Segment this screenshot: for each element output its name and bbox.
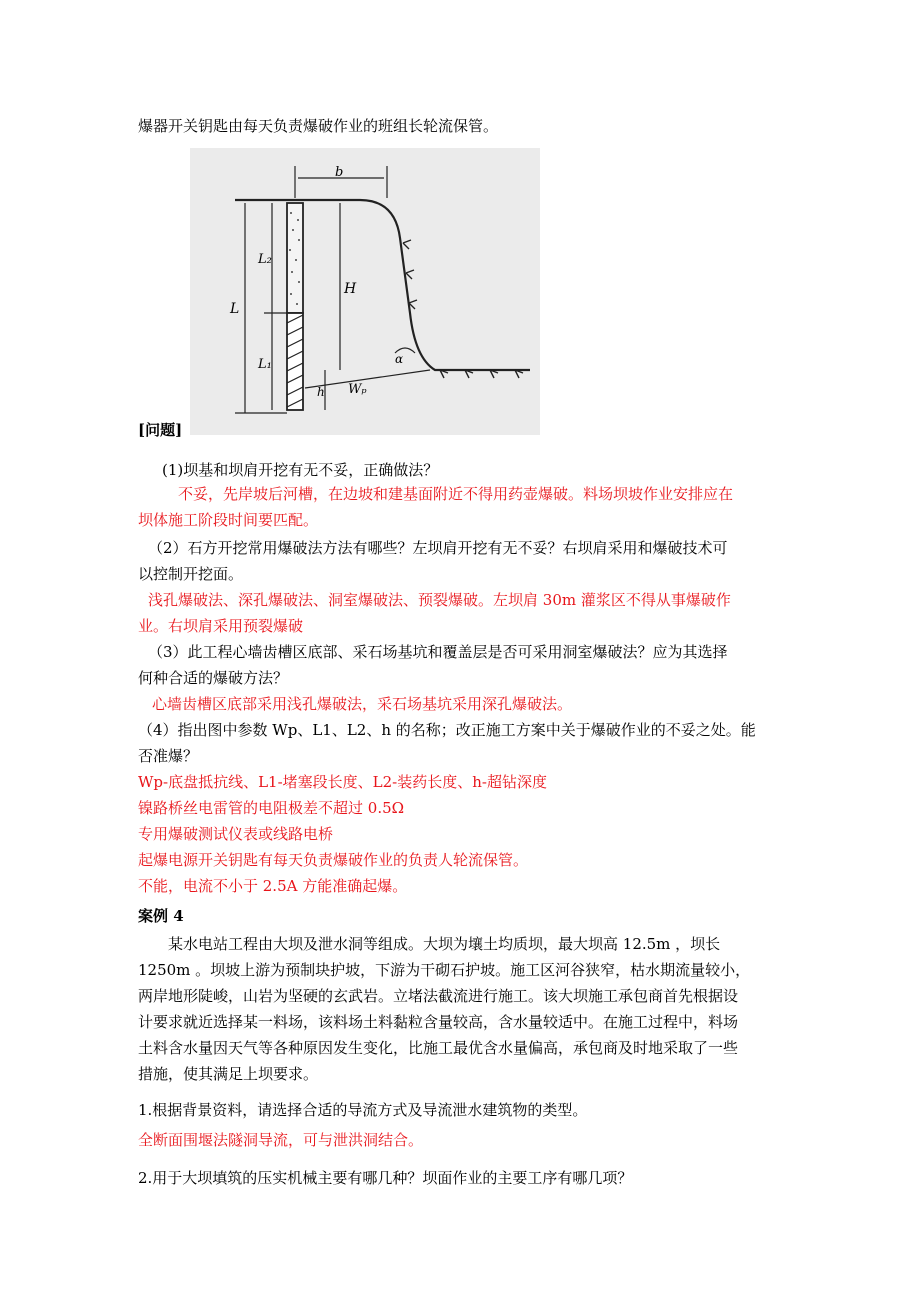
label-b: b: [335, 165, 344, 180]
case-question-1: 1.根据背景资料，请选择合适的导流方式及导流泄水建筑物的类型。: [138, 1101, 588, 1119]
case-paragraph-line-1: 某水电站工程由大坝及泄水洞等组成。大坝为壤土均质坝，最大坝高 12.5m ，坝长: [168, 935, 721, 953]
blast-hole-diagram: [190, 148, 540, 435]
question-4-line-2: 否准爆？: [138, 747, 199, 765]
answer-4-line-5: 不能，电流不小于 2.5A 方能准确起爆。: [138, 877, 408, 895]
question-2-line-2: 以控制开挖面。: [138, 565, 244, 583]
answer-2-line-1: 浅孔爆破法、深孔爆破法、洞室爆破法、预裂爆破。左坝肩 30m 灌浆区不得从事爆破作: [148, 591, 731, 609]
case-answer-1: 全断面围堰法隧洞导流，可与泄洪洞结合。: [138, 1131, 424, 1149]
answer-4-line-4: 起爆电源开关钥匙有每天负责爆破作业的负责人轮流保管。: [138, 851, 529, 869]
case-paragraph-line-3: 两岸地形陡峻，山岩为坚硬的玄武岩。立堵法截流进行施工。该大坝施工承包商首先根据设: [138, 987, 739, 1005]
question-1: (1)坝基和坝肩开挖有无不妥，正确做法？: [162, 461, 439, 479]
answer-2-line-2: 业。右坝肩采用预裂爆破: [138, 617, 304, 635]
answer-4-line-3: 专用爆破测试仪表或线路电桥: [138, 825, 334, 843]
answer-3: 心墙齿槽区底部采用浅孔爆破法，采石场基坑采用深孔爆破法。: [152, 695, 573, 713]
slope-outline: [235, 200, 530, 370]
label-L2: L₂: [258, 252, 272, 267]
top-line: 爆器开关钥匙由每天负责爆破作业的班组长轮流保管。: [138, 117, 499, 135]
case-paragraph-line-2: 1250m 。坝坡上游为预制块护坡，下游为干砌石护坡。施工区河谷狭窄，枯水期流量较小，: [138, 961, 751, 979]
problem-heading: [问题]: [138, 421, 183, 439]
case-paragraph-line-4: 计要求就近选择某一料场，该料场土料黏粒含量较高，含水量较适中。在施工过程中，料场: [138, 1013, 739, 1031]
answer-4-line-2: 镍路桥丝电雷管的电阻极差不超过 0.5Ω: [138, 799, 405, 817]
slope-hatch: [403, 240, 523, 378]
label-alpha: α: [395, 352, 404, 366]
answer-4-line-1: Wp-底盘抵抗线、L1-堵塞段长度、L2-装药长度、h-超钻深度: [138, 773, 547, 791]
answer-1-line-2: 坝体施工阶段时间要匹配。: [138, 511, 319, 529]
question-2-line-1: （2）石方开挖常用爆破法方法有哪些？左坝肩开挖有无不妥？右坝肩采用和爆破技术可: [148, 539, 728, 557]
case-title: 案例 4: [138, 907, 184, 925]
label-H: H: [344, 281, 357, 297]
label-h: h: [317, 385, 325, 399]
label-L1: L₁: [258, 357, 272, 372]
case-paragraph-line-6: 措施，使其满足上坝要求。: [138, 1065, 319, 1083]
question-3-line-1: （3）此工程心墙齿槽区底部、采石场基坑和覆盖层是否可采用洞室爆破法？应为其选择: [148, 643, 728, 661]
blast-hole-diagram-svg: [190, 148, 540, 435]
case-paragraph-line-5: 土料含水量因天气等各种原因发生变化，比施工最优含水量偏高，承包商及时地采取了一些: [138, 1039, 739, 1057]
case-question-2: 2.用于大坝填筑的压实机械主要有哪几种？坝面作业的主要工序有哪几项？: [138, 1169, 633, 1187]
question-3-line-2: 何种合适的爆破方法？: [138, 669, 289, 687]
label-Wp: Wₚ: [348, 382, 367, 397]
label-L: L: [230, 301, 240, 317]
stemming-section: [287, 203, 303, 313]
question-4-line-1: （4）指出图中参数 Wp、L1、L2、h 的名称；改正施工方案中关于爆破作业的不妥之处。能: [138, 721, 756, 739]
answer-1-line-1: 不妥，先岸坡后河槽，在边坡和建基面附近不得用药壶爆破。料场坝坡作业安排应在: [178, 485, 734, 503]
